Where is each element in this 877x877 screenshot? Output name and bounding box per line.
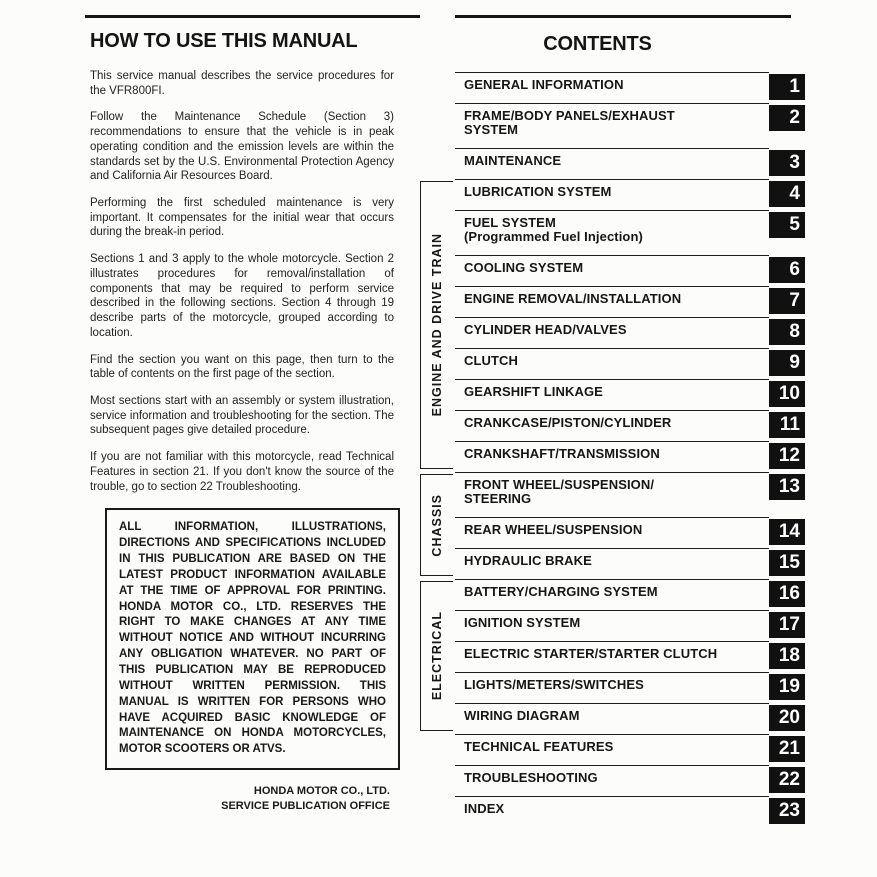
toc-row-ignition-system (455, 610, 805, 641)
toc-item-number: 21 (769, 736, 805, 762)
group-chassis (420, 472, 805, 579)
manual-paragraph: Performing the first scheduled maintenance is very important. It compensates for the initial wear that occurs during the break-in period. (90, 197, 394, 239)
top-rule-left (85, 15, 420, 18)
toc-item-title: FUEL SYSTEM (464, 215, 556, 230)
toc-item-number: 8 (769, 319, 805, 345)
group-engine-and-drive-train (420, 179, 805, 472)
engine-group-bracket (420, 181, 453, 469)
electrical-group-bracket (420, 581, 453, 731)
toc-item-title: TROUBLESHOOTING (464, 770, 598, 785)
toc-row-cylinder-head-valves (455, 317, 805, 348)
toc-item-number: 5 (769, 212, 805, 238)
toc-item-title: FRAME/BODY PANELS/EXHAUST (464, 108, 675, 123)
toc-item-number: 19 (769, 674, 805, 700)
electrical-group-label: ELECTRICAL (430, 611, 444, 701)
publisher-name: HONDA MOTOR CO., LTD. (253, 785, 390, 798)
toc-item-number: 14 (769, 519, 805, 545)
toc-item-title: FRONT WHEEL/SUSPENSION/ (464, 477, 655, 492)
toc-item-number: 13 (769, 474, 805, 500)
toc-item-title: MAINTENANCE (464, 153, 562, 168)
manual-paragraph: Follow the Maintenance Schedule (Section 3) recommendations to ensure that the vehicle is in peak operating condition and the emission levels are within the standards set by the U.S. Environmental Protection Agency and California Air Resources Board. (90, 111, 394, 183)
toc-item-title: BATTERY/CHARGING SYSTEM (464, 584, 658, 599)
toc-row-technical-features (455, 734, 805, 765)
toc-row-lights-meters-switches (455, 672, 805, 703)
toc-item-number: 6 (769, 257, 805, 283)
manual-paragraph: Most sections start with an assembly or system illustration, service information and troubleshooting for the section. The subsequent pages give detailed procedure. (90, 394, 394, 437)
toc-item-number: 22 (769, 767, 805, 793)
toc-item-title: HYDRAULIC BRAKE (464, 553, 592, 568)
toc-item-title: LUBRICATION SYSTEM (464, 184, 612, 199)
toc-row-front-wheel-suspension-steering (455, 472, 805, 517)
contents-title: CONTENTS (543, 33, 652, 55)
toc-item-title: WIRING DIAGRAM (464, 708, 580, 723)
contents-list (420, 72, 805, 827)
toc-item-title: CLUTCH (464, 353, 519, 368)
toc-row-rear-wheel-suspension (455, 517, 805, 548)
toc-row-general-information (455, 72, 805, 103)
toc-item-number: 11 (769, 412, 805, 438)
toc-row-frame-body-panels-exhaust (455, 103, 805, 148)
toc-item-title: CRANKSHAFT/TRANSMISSION (464, 446, 660, 461)
toc-item-number: 17 (769, 612, 805, 638)
toc-row-index (455, 796, 805, 827)
toc-item-title: ENGINE REMOVAL/INSTALLATION (464, 291, 682, 306)
toc-item-title: REAR WHEEL/SUSPENSION (464, 522, 643, 537)
chassis-group-label: CHASSIS (430, 493, 444, 557)
manual-paragraph: Sections 1 and 3 apply to the whole motorcycle. Section 2 illustrates procedures for removal/installation of components that may be required to perform service described in the following sections. Section 4 through 19 describe parts of the motorcycle, grouped according to location. (90, 253, 394, 339)
toc-item-number: 20 (769, 705, 805, 731)
engine-group-label: ENGINE AND DRIVE TRAIN (430, 233, 444, 417)
group-electrical (420, 579, 805, 734)
top-rule-right (455, 15, 791, 18)
toc-row-fuel-system (455, 210, 805, 255)
toc-item-number: 3 (769, 150, 805, 176)
toc-item-number: 7 (769, 288, 805, 314)
toc-item-number: 16 (769, 581, 805, 607)
toc-row-battery-charging-system (455, 579, 805, 610)
toc-item-title: INDEX (464, 801, 505, 816)
toc-item-title: IGNITION SYSTEM (464, 615, 581, 630)
toc-row-electric-starter-starter-clutch (455, 641, 805, 672)
toc-row-gearshift-linkage (455, 379, 805, 410)
toc-item-number: 2 (769, 105, 805, 131)
publisher-block (90, 784, 400, 814)
toc-item-title: LIGHTS/METERS/SWITCHES (464, 677, 644, 692)
toc-item-number: 18 (769, 643, 805, 669)
toc-row-maintenance (455, 148, 805, 179)
toc-row-lubrication-system (455, 179, 805, 210)
toc-row-crankshaft-transmission (455, 441, 805, 472)
how-to-use-section (90, 30, 400, 814)
manual-paragraph: Find the section you want on this page, then turn to the table of contents on the first page of the section. (90, 353, 394, 381)
toc-row-crankcase-piston-cylinder (455, 410, 805, 441)
toc-item-number: 12 (769, 443, 805, 469)
toc-item-title-line2: (Programmed Fuel Injection) (464, 229, 643, 244)
toc-item-number: 1 (769, 74, 805, 100)
chassis-group-bracket (420, 474, 453, 576)
publisher-office: SERVICE PUBLICATION OFFICE (221, 799, 390, 812)
toc-item-title: CRANKCASE/PISTON/CYLINDER (464, 415, 672, 430)
toc-item-title: CYLINDER HEAD/VALVES (464, 322, 627, 337)
toc-item-number: 15 (769, 550, 805, 576)
toc-item-title: TECHNICAL FEATURES (464, 739, 614, 754)
manual-paragraph: If you are not familiar with this motorcycle, read Technical Features in section 21. If you don't know the source of the trouble, go to section 22 Troubleshooting. (90, 451, 394, 493)
toc-item-title-line2: SYSTEM (464, 122, 519, 137)
toc-item-title-line2: STEERING (464, 491, 532, 506)
toc-item-title: ELECTRIC STARTER/STARTER CLUTCH (464, 646, 718, 661)
toc-item-title: COOLING SYSTEM (464, 260, 584, 275)
toc-item-number: 23 (769, 798, 805, 824)
toc-row-wiring-diagram (455, 703, 805, 734)
toc-item-number: 9 (769, 350, 805, 376)
toc-row-troubleshooting (455, 765, 805, 796)
toc-row-hydraulic-brake (455, 548, 805, 579)
toc-item-title: GEARSHIFT LINKAGE (464, 384, 603, 399)
toc-item-title: GENERAL INFORMATION (464, 77, 624, 92)
manual-paragraph: This service manual describes the service procedures for the VFR800FI. (90, 70, 394, 97)
toc-row-clutch (455, 348, 805, 379)
legal-notice-box: ALL INFORMATION, ILLUSTRATIONS, DIRECTIONS AND SPECIFICATIONS INCLUDED IN THIS PUBLICATION ARE BASED ON THE LATEST PRODUCT INFORMATION AVAILABLE AT THE TIME OF APPROVAL FOR PRINTING. HONDA MOTOR CO., LTD. RESERVES THE RIGHT TO MAKE CHANGES AT ANY TIME WITHOUT NOTICE AND WITHOUT INCURRING ANY OBLIGATION WHATEVER. NO PART OF THIS PUBLICATION MAY BE REPRODUCED WITHOUT WRITTEN PERMISSION. THIS MANUAL IS WRITTEN FOR PERSONS WHO HAVE ACQUIRED BASIC KNOWLEDGE OF MAINTENANCE ON HONDA MOTORCYCLES, MOTOR SCOOTERS OR ATVS. (105, 508, 400, 770)
toc-item-number: 4 (769, 181, 805, 207)
toc-item-number: 10 (769, 381, 805, 407)
toc-row-engine-removal-installation (455, 286, 805, 317)
how-to-use-title: HOW TO USE THIS MANUAL (90, 30, 358, 52)
toc-row-cooling-system (455, 255, 805, 286)
